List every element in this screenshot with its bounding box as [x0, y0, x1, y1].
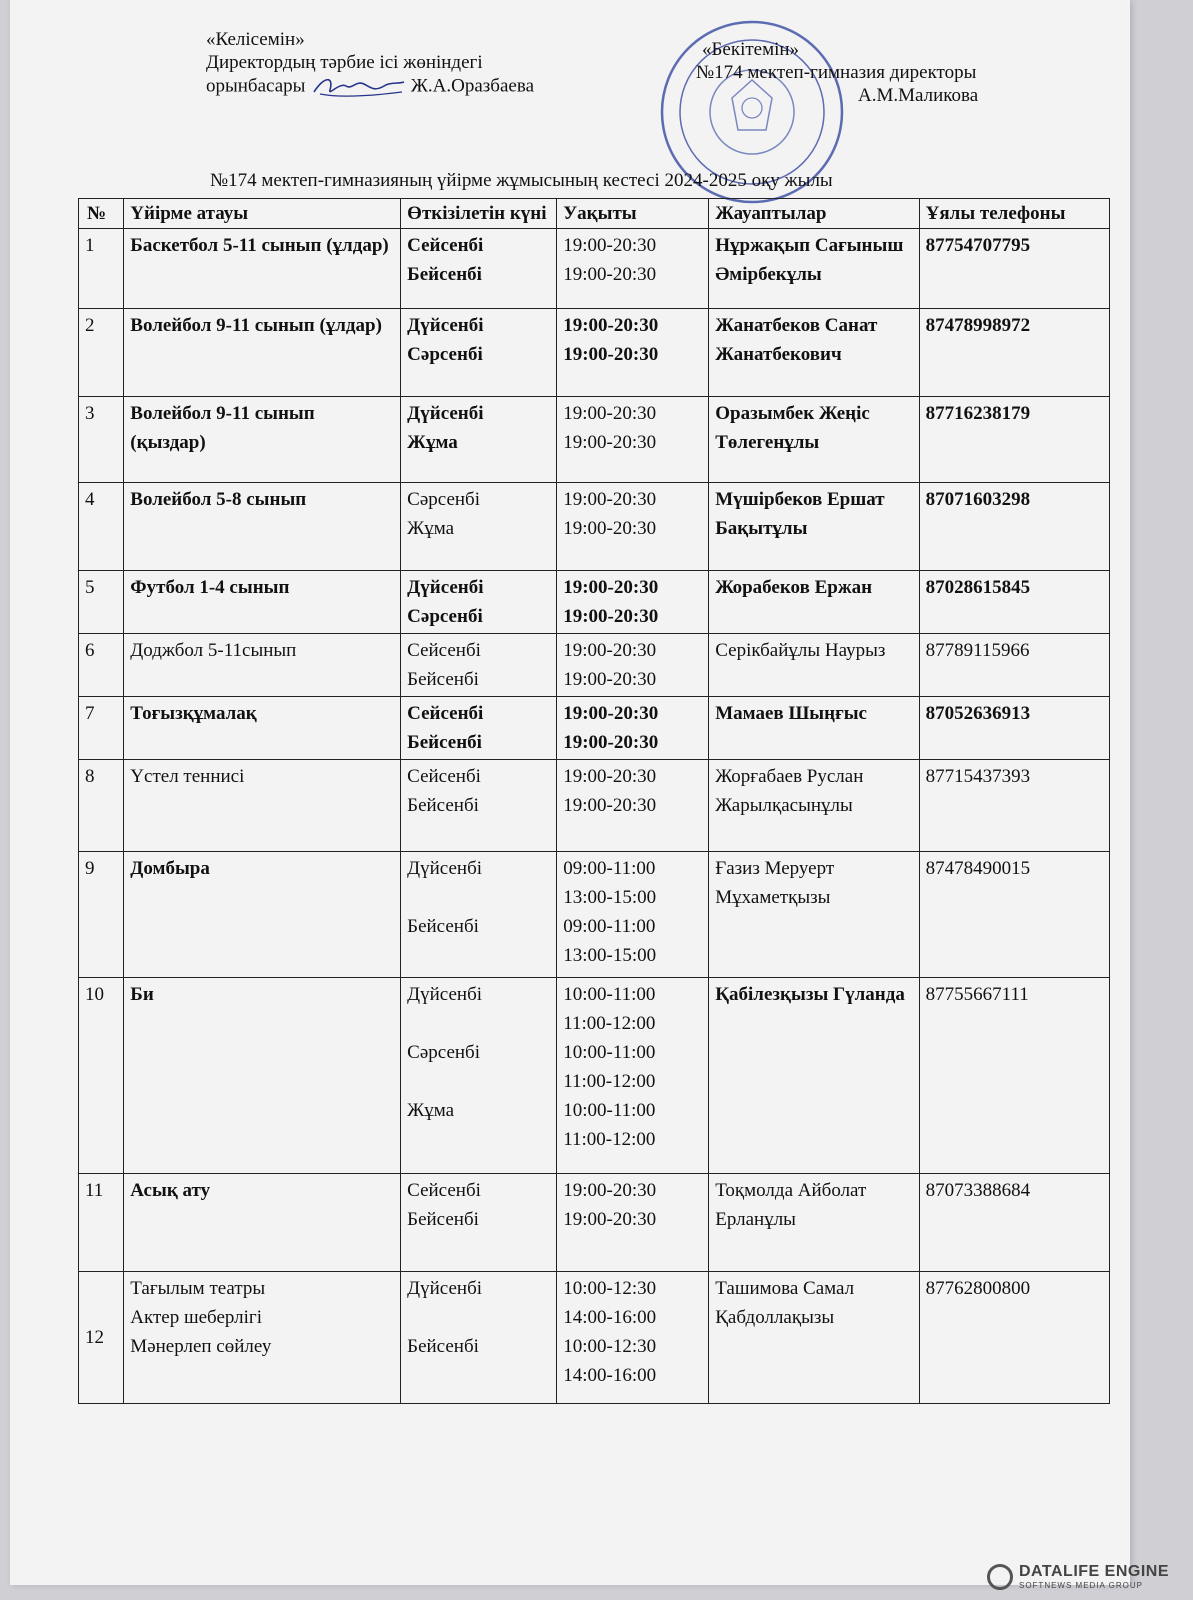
day: Жұма — [407, 518, 455, 539]
table-row — [79, 229, 1110, 309]
schedule-table — [78, 198, 1110, 1404]
day: Дүйсенбі — [407, 403, 484, 424]
day: Бейсенбі — [407, 1209, 479, 1230]
day: Бейсенбі — [407, 795, 479, 816]
time: 10:00-11:00 — [563, 1042, 656, 1063]
time: 19:00-20:30 — [563, 1180, 657, 1201]
table-row — [79, 1174, 1110, 1272]
time: 10:00-12:30 — [563, 1336, 657, 1357]
row-number: 2 — [79, 309, 124, 397]
club-name: Волейбол 9-11 сынып (ұлдар) — [124, 309, 401, 397]
phone: 87789115966 — [919, 634, 1109, 697]
time: 19:00-20:30 — [563, 669, 657, 690]
time: 11:00-12:00 — [563, 1013, 656, 1034]
time: 10:00-11:00 — [563, 984, 656, 1005]
day: Сейсенбі — [407, 640, 481, 661]
day: Бейсенбі — [407, 669, 479, 690]
day: Дүйсенбі — [407, 577, 484, 598]
phone: 87754707795 — [919, 229, 1109, 309]
row-number: 6 — [79, 634, 124, 697]
day: Сәрсенбі — [407, 606, 483, 627]
phone: 87715437393 — [919, 760, 1109, 852]
club-name: Тоғызқұмалақ — [124, 697, 401, 760]
responsible: Серікбайұлы Наурыз — [709, 634, 919, 697]
time: 19:00-20:30 — [563, 795, 657, 816]
phone: 87716238179 — [919, 397, 1109, 483]
time: 14:00-16:00 — [563, 1307, 657, 1328]
time: 19:00-20:30 — [563, 432, 657, 453]
responsible: Жорғабаев Руслан Жарылқасынұлы — [709, 760, 919, 852]
header-number: № — [79, 199, 124, 229]
day: Дүйсенбі — [407, 1278, 483, 1299]
day: Дүйсенбі — [407, 858, 483, 879]
signature-icon — [310, 74, 406, 100]
day: Бейсенбі — [407, 1336, 479, 1357]
phone: 87073388684 — [919, 1174, 1109, 1272]
club-name: Баскетбол 5-11 сынып (ұлдар) — [124, 229, 401, 309]
header-responsible: Жауаптылар — [709, 199, 919, 229]
day: Бейсенбі — [407, 264, 482, 285]
day: Сәрсенбі — [407, 1042, 480, 1063]
time: 13:00-15:00 — [563, 887, 657, 908]
day: Сәрсенбі — [407, 489, 480, 510]
table-row — [79, 697, 1110, 760]
time: 19:00-20:30 — [563, 766, 657, 787]
document-title: №174 мектеп-гимназияның үйірме жұмысының кестесі 2024-2025 оқу жылы — [210, 170, 833, 191]
table-row — [79, 852, 1110, 978]
responsible: Мүшірбеков Ершат Бақытұлы — [709, 483, 919, 571]
club-name: Домбыра — [124, 852, 401, 978]
club-name: Футбол 1-4 сынып — [124, 571, 401, 634]
time: 13:00-15:00 — [563, 945, 657, 966]
responsible: Мамаев Шыңғыс — [709, 697, 919, 760]
time: 19:00-20:30 — [563, 489, 657, 510]
time: 10:00-12:30 — [563, 1278, 657, 1299]
time: 19:00-20:30 — [563, 606, 659, 627]
table-row — [79, 760, 1110, 852]
row-number: 10 — [79, 978, 124, 1174]
club-name: Актер шеберлігі — [130, 1307, 262, 1328]
approval-block-left — [206, 28, 534, 100]
club-name: Доджбол 5-11сынып — [124, 634, 401, 697]
time: 19:00-20:30 — [563, 315, 659, 336]
day: Дүйсенбі — [407, 984, 483, 1005]
director-name: А.М.Маликова — [858, 85, 979, 106]
day: Сейсенбі — [407, 235, 484, 256]
table-row — [79, 483, 1110, 571]
deputy-name: Ж.А.Оразбаева — [410, 75, 534, 97]
agree-label: «Келісемін» — [206, 29, 305, 50]
row-number: 7 — [79, 697, 124, 760]
time: 11:00-12:00 — [563, 1071, 656, 1092]
header-phone: Ұялы телефоны — [919, 199, 1109, 229]
row-number: 1 — [79, 229, 124, 309]
time: 19:00-20:30 — [563, 732, 659, 753]
row-number: 12 — [79, 1272, 124, 1404]
day: Бейсенбі — [407, 732, 482, 753]
header-day: Өткізілетін күні — [401, 199, 557, 229]
day: Сейсенбі — [407, 703, 484, 724]
responsible: Нұржақып Сағыныш Әмірбекұлы — [709, 229, 919, 309]
day: Бейсенбі — [407, 916, 479, 937]
approval-block-right — [696, 38, 978, 107]
time: 09:00-11:00 — [563, 916, 656, 937]
day: Сәрсенбі — [407, 344, 483, 365]
responsible: Ғазиз Меруерт Мұхаметқызы — [709, 852, 919, 978]
row-number: 5 — [79, 571, 124, 634]
row-number: 9 — [79, 852, 124, 978]
header-club-name: Үйірме атауы — [124, 199, 401, 229]
time: 19:00-20:30 — [563, 264, 657, 285]
table-row — [79, 1272, 1110, 1404]
deputy-title: Директордың тәрбие ісі жөніндегі — [206, 52, 483, 73]
table-row — [79, 309, 1110, 397]
table-row — [79, 397, 1110, 483]
watermark — [987, 1563, 1169, 1590]
table-row — [79, 634, 1110, 697]
approve-label: «Бекітемін» — [702, 39, 800, 60]
club-name: Би — [124, 978, 401, 1174]
responsible: Жорабеков Ержан — [709, 571, 919, 634]
row-number: 8 — [79, 760, 124, 852]
row-number: 4 — [79, 483, 124, 571]
table-header-row — [79, 199, 1110, 229]
deputy-line: орынбасары Ж.А.Оразбаева — [206, 74, 534, 100]
time: 19:00-20:30 — [563, 640, 657, 661]
responsible: Қабілезқызы Гүланда — [709, 978, 919, 1174]
day: Жұма — [407, 432, 458, 453]
time: 19:00-20:30 — [563, 344, 659, 365]
phone: 87478490015 — [919, 852, 1109, 978]
director-title: №174 мектеп-гимназия директоры — [696, 62, 977, 83]
phone: 87755667111 — [919, 978, 1109, 1174]
time: 19:00-20:30 — [563, 235, 657, 256]
phone: 87762800800 — [919, 1272, 1109, 1404]
club-name: Асық ату — [124, 1174, 401, 1272]
row-number: 3 — [79, 397, 124, 483]
time: 14:00-16:00 — [563, 1365, 657, 1386]
day: Жұма — [407, 1100, 455, 1121]
club-name: Волейбол 5-8 сынып — [124, 483, 401, 571]
phone: 87071603298 — [919, 483, 1109, 571]
header-time: Уақыты — [557, 199, 709, 229]
responsible: Оразымбек Жеңіс Төлегенұлы — [709, 397, 919, 483]
table-row — [79, 978, 1110, 1174]
time: 10:00-11:00 — [563, 1100, 656, 1121]
responsible: Ташимова Самал Қабдоллақызы — [709, 1272, 919, 1404]
watermark-subtitle: SOFTNEWS MEDIA GROUP — [1018, 1581, 1143, 1590]
phone: 87478998972 — [919, 309, 1109, 397]
watermark-title: DATALIFE ENGINE — [1018, 1563, 1169, 1580]
time: 19:00-20:30 — [563, 577, 659, 598]
day: Дүйсенбі — [407, 315, 484, 336]
day: Сейсенбі — [407, 1180, 481, 1201]
club-name: Тағылым театры — [130, 1278, 266, 1299]
phone: 87028615845 — [919, 571, 1109, 634]
responsible: Жанатбеков Санат Жанатбекович — [709, 309, 919, 397]
club-name: Волейбол 9-11 сынып (қыздар) — [124, 397, 401, 483]
time: 19:00-20:30 — [563, 518, 657, 539]
row-number: 11 — [79, 1174, 124, 1272]
responsible: Тоқмолда Айболат Ерланұлы — [709, 1174, 919, 1272]
time: 11:00-12:00 — [563, 1129, 656, 1150]
phone: 87052636913 — [919, 697, 1109, 760]
day: Сейсенбі — [407, 766, 481, 787]
table-row — [79, 571, 1110, 634]
time: 19:00-20:30 — [563, 403, 657, 424]
time: 09:00-11:00 — [563, 858, 656, 879]
club-name: Мәнерлеп сөйлеу — [130, 1336, 272, 1357]
time: 19:00-20:30 — [563, 703, 659, 724]
club-name: Үстел теннисі — [124, 760, 401, 852]
time: 19:00-20:30 — [563, 1209, 657, 1230]
datalife-logo-icon — [987, 1564, 1013, 1590]
